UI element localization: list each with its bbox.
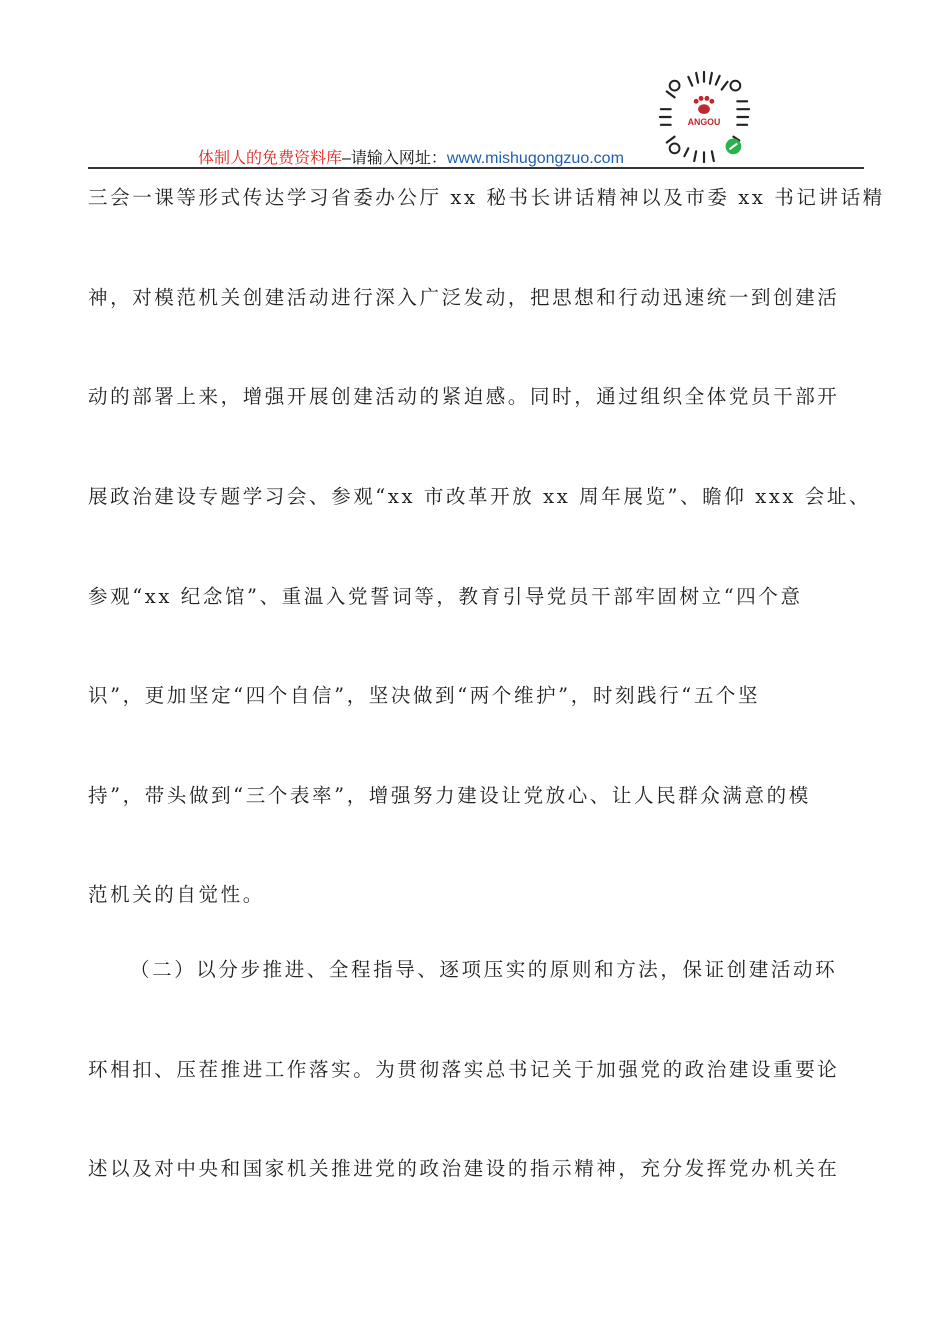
text-line: （二）以分步推进、全程指导、逐项压实的原则和方法，保证创建活动环 bbox=[130, 958, 838, 981]
text-line: 范机关的自觉性。 bbox=[88, 883, 265, 906]
qr-logo-text: ANGOU bbox=[687, 116, 721, 127]
qr-code-icon bbox=[655, 68, 753, 166]
text-line: 展政治建设专题学习会、参观“xx 市改革开放 xx 周年展览”、瞻仰 xxx 会址、 bbox=[88, 485, 872, 508]
text-line: 三会一课等形式传达学习省委办公厅 xx 秘书长讲话精神以及市委 xx 书记讲话精 bbox=[88, 186, 885, 209]
site-name: 体制人的免费资料库 bbox=[198, 150, 343, 167]
header-banner bbox=[198, 145, 624, 168]
text-line: 神，对模范机关创建活动进行深入广泛发动，把思想和行动迅速统一到创建活 bbox=[88, 286, 840, 309]
site-url-link[interactable]: www.mishugongzuo.com bbox=[446, 150, 624, 167]
header-divider bbox=[88, 167, 864, 169]
text-line: 参观“xx 纪念馆”、重温入党誓词等，教育引导党员干部牢固树立“四个意 bbox=[88, 585, 803, 608]
text-line: 识”，更加坚定“四个自信”，坚决做到“两个维护”，时刻践行“五个坚 bbox=[88, 684, 761, 707]
text-line: 持”，带头做到“三个表率”，增强努力建设让党放心、让人民群众满意的模 bbox=[88, 784, 811, 807]
text-line: 环相扣、压茬推进工作落实。为贯彻落实总书记关于加强党的政治建设重要论 bbox=[88, 1058, 840, 1081]
text-line: 动的部署上来，增强开展创建活动的紧迫感。同时，通过组织全体党员干部开 bbox=[88, 385, 840, 408]
url-prompt: –请输入网址： bbox=[342, 150, 447, 167]
text-line: 述以及对中央和国家机关推进党的政治建设的指示精神，充分发挥党办机关在 bbox=[88, 1157, 840, 1180]
